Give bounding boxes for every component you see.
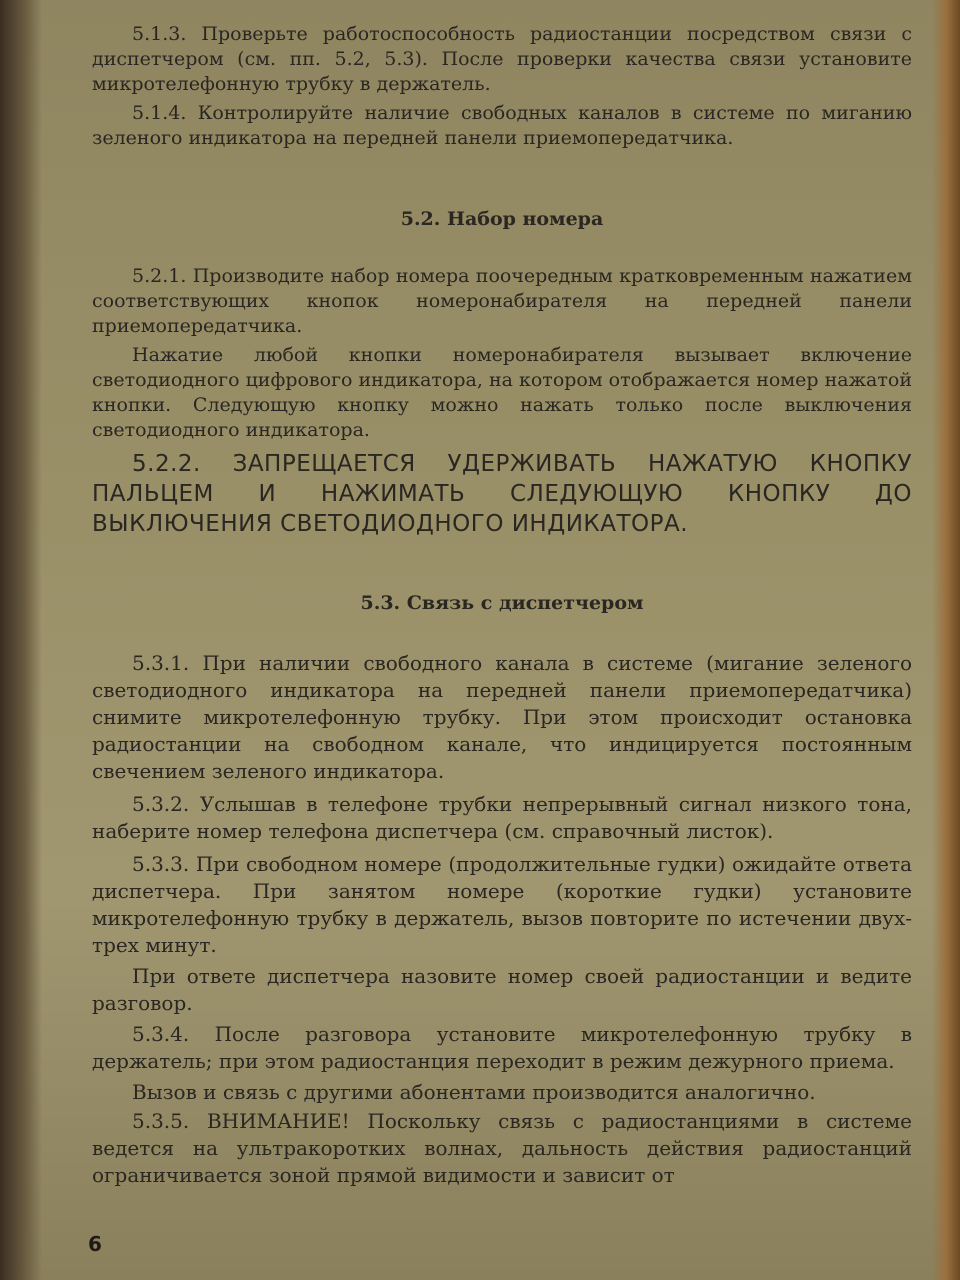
page-content (92, 22, 912, 1189)
paragraph-5-3-3-continued: При ответе диспетчера назовите номер своей радиостанции и ведите разговор. (92, 964, 912, 1015)
page-shadow-left (0, 0, 42, 1280)
paragraph-5-1-4: 5.1.4. Контролируйте наличие свободных каналов в системе по миганию зеленого индикатора на передней панели приемопередатчика. (92, 102, 912, 149)
paragraph-5-1-3: 5.1.3. Проверьте работоспособность радиостанции посредством связи с диспетчером (см. пп. 5.2, 5.3). После проверки качества связи установите микротелефонную трубку в держатель. (92, 23, 912, 95)
paragraph-5-3-4-continued: Вызов и связь с другими абонентами производится аналогично. (132, 1080, 816, 1104)
page-number: 6 (88, 1232, 102, 1256)
paragraph-5-2-1: 5.2.1. Производите набор номера поочередным кратковременным нажатием соответствующих кнопок номеронабирателя на передней панели приемопередатчика. (92, 265, 912, 337)
page-edge-right (932, 0, 960, 1280)
heading-5-3: 5.3. Связь с диспетчером (360, 592, 644, 614)
paragraph-5-2-2-warning: 5.2.2. ЗАПРЕЩАЕТСЯ УДЕРЖИВАТЬ НАЖАТУЮ КНОПКУ ПАЛЬЦЕМ И НАЖИМАТЬ СЛЕДУЮЩУЮ КНОПКУ ДО ВЫКЛЮЧЕНИЯ СВЕТОДИОДНОГО ИНДИКАТОРА. (92, 451, 912, 537)
paragraph-5-3-1: 5.3.1. При наличии свободного канала в системе (мигание зеленого светодиодного индикатора на передней панели приемопередатчика) снимите микротелефонную трубку. При этом происходит остановка радиостанции на свободном канале, что индицируется постоянным свечением зеленого индикатора. (92, 651, 912, 783)
paragraph-5-3-3: 5.3.3. При свободном номере (продолжительные гудки) ожидайте ответа диспетчера. При занятом номере (короткие гудки) установите микротелефонную трубку в держатель, вызов повторите по истечении двух-трех минут. (92, 852, 912, 957)
paragraph-5-3-5: 5.3.5. ВНИМАНИЕ! Поскольку связь с радиостанциями в системе ведется на ультракоротких волнах, дальность действия радиостанций ограничивается зоной прямой видимости и зависит от (92, 1109, 912, 1187)
heading-5-2: 5.2. Набор номера (400, 208, 604, 230)
paragraph-5-3-4: 5.3.4. После разговора установите микротелефонную трубку в держатель; при этом радиостанция переходит в режим дежурного приема. (92, 1022, 912, 1073)
paragraph-5-2-1-continued: Нажатие любой кнопки номеронабирателя вызывает включение светодиодного цифрового индикатора, на котором отображается номер нажатой кнопки. Следующую кнопку можно нажать только после выключения светодиодного индикатора. (92, 344, 912, 441)
paragraph-5-3-2: 5.3.2. Услышав в телефоне трубки непрерывный сигнал низкого тона, наберите номер телефона диспетчера (см. справочный листок). (92, 792, 912, 843)
